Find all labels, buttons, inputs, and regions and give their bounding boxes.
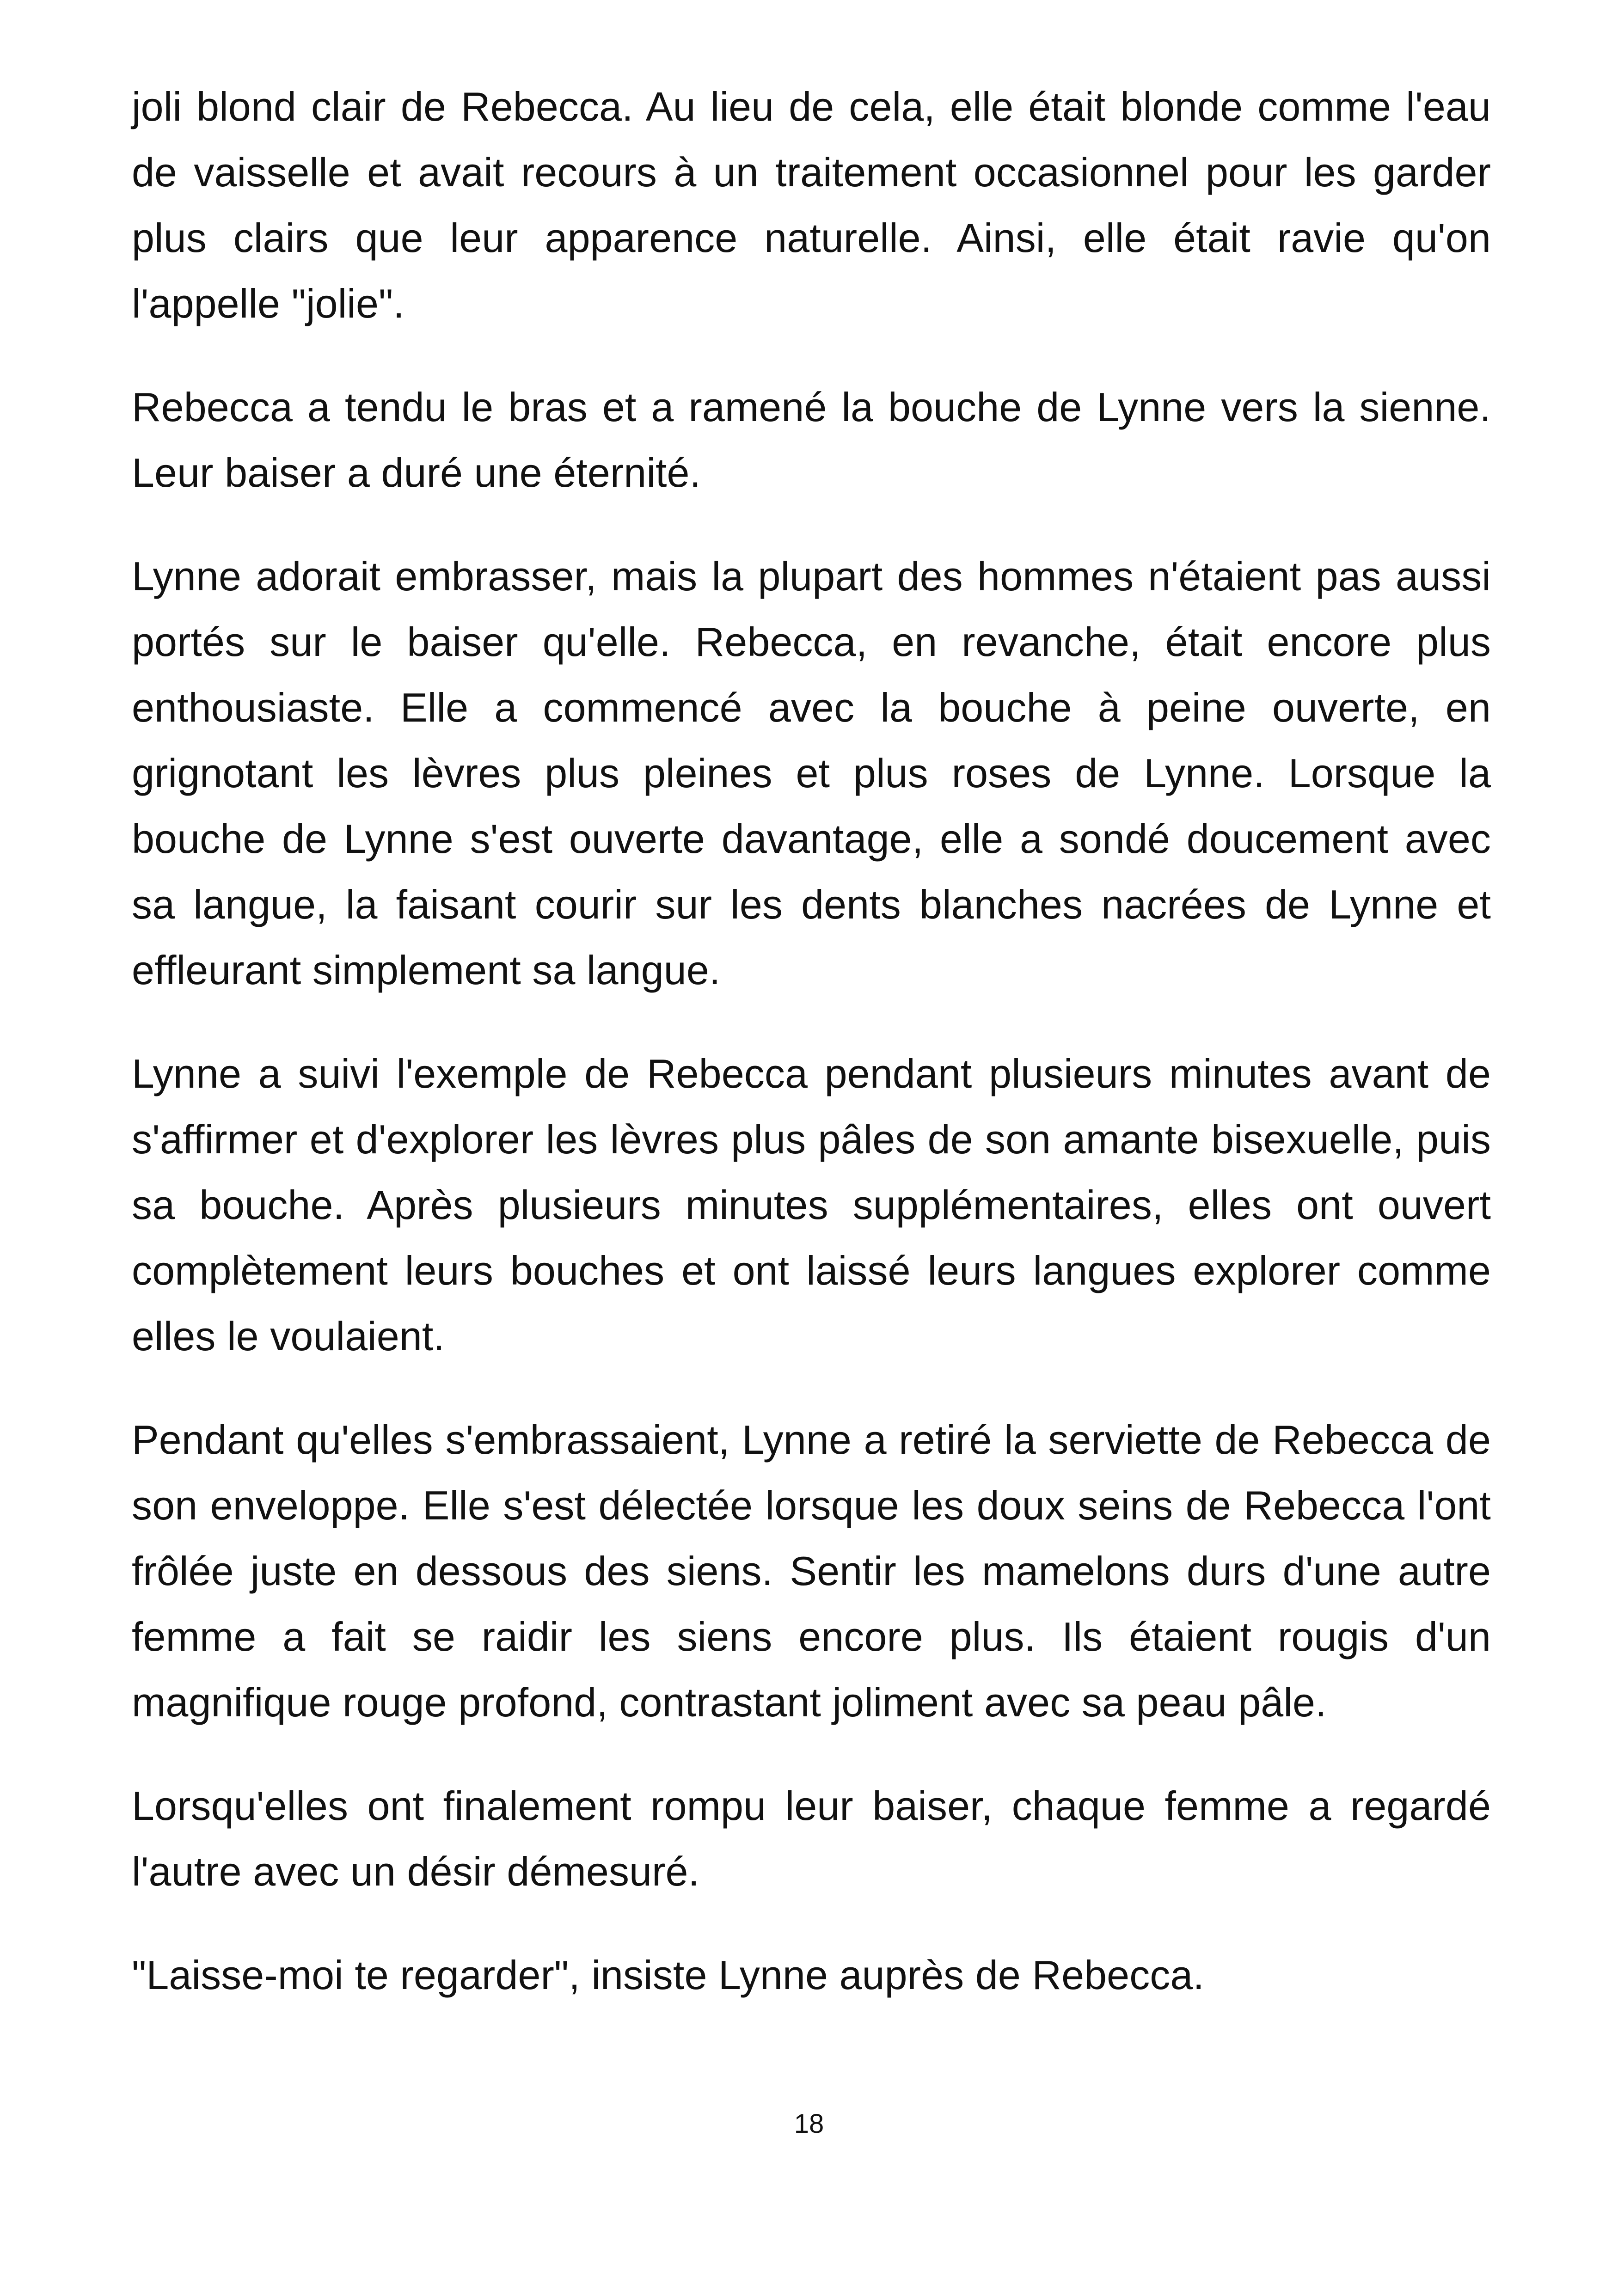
- paragraph-1: joli blond clair de Rebecca. Au lieu de cela, elle était blonde comme l'eau de vaisselle et avait recours à un traitement occasionnel pour les garder plus clairs que leur apparence naturelle. Ainsi, elle était ravie qu'on l'appelle "jolie".: [132, 84, 1491, 326]
- paragraph-6: Lorsqu'elles ont finalement rompu leur baiser, chaque femme a regardé l'autre avec un désir démesuré.: [132, 1783, 1491, 1894]
- page-body: [132, 74, 1491, 2046]
- paragraph-4: Lynne a suivi l'exemple de Rebecca pendant plusieurs minutes avant de s'affirmer et d'explorer les lèvres plus pâles de son amante bisexuelle, puis sa bouche. Après plusieurs minutes supplémentaires, elles ont ouvert complètement leurs bouches et ont laissé leurs langues explorer comme elles le voulaient.: [132, 1051, 1491, 1359]
- paragraph-2: Rebecca a tendu le bras et a ramené la bouche de Lynne vers la sienne. Leur baiser a duré une éternité.: [132, 384, 1491, 496]
- paragraph-5: Pendant qu'elles s'embrassaient, Lynne a retiré la serviette de Rebecca de son enveloppe. Elle s'est délectée lorsque les doux seins de Rebecca l'ont frôlée juste en dessous des siens. Sentir les mamelons durs d'une autre femme a fait se raidir les siens encore plus. Ils étaient rougis d'un magnifique rouge profond, contrastant joliment avec sa peau pâle.: [132, 1417, 1491, 1725]
- paragraph-3: Lynne adorait embrasser, mais la plupart des hommes n'étaient pas aussi portés sur le baiser qu'elle. Rebecca, en revanche, était encore plus enthousiaste. Elle a commencé avec la bouche à peine ouverte, en grignotant les lèvres plus pleines et plus roses de Lynne. Lorsque la bouche de Lynne s'est ouverte davantage, elle a sondé doucement avec sa langue, la faisant courir sur les dents blanches nacrées de Lynne et effleurant simplement sa langue.: [132, 553, 1491, 993]
- paragraph-7: "Laisse-moi te regarder", insiste Lynne auprès de Rebecca.: [132, 1952, 1205, 1998]
- page-number: 18: [794, 2109, 824, 2139]
